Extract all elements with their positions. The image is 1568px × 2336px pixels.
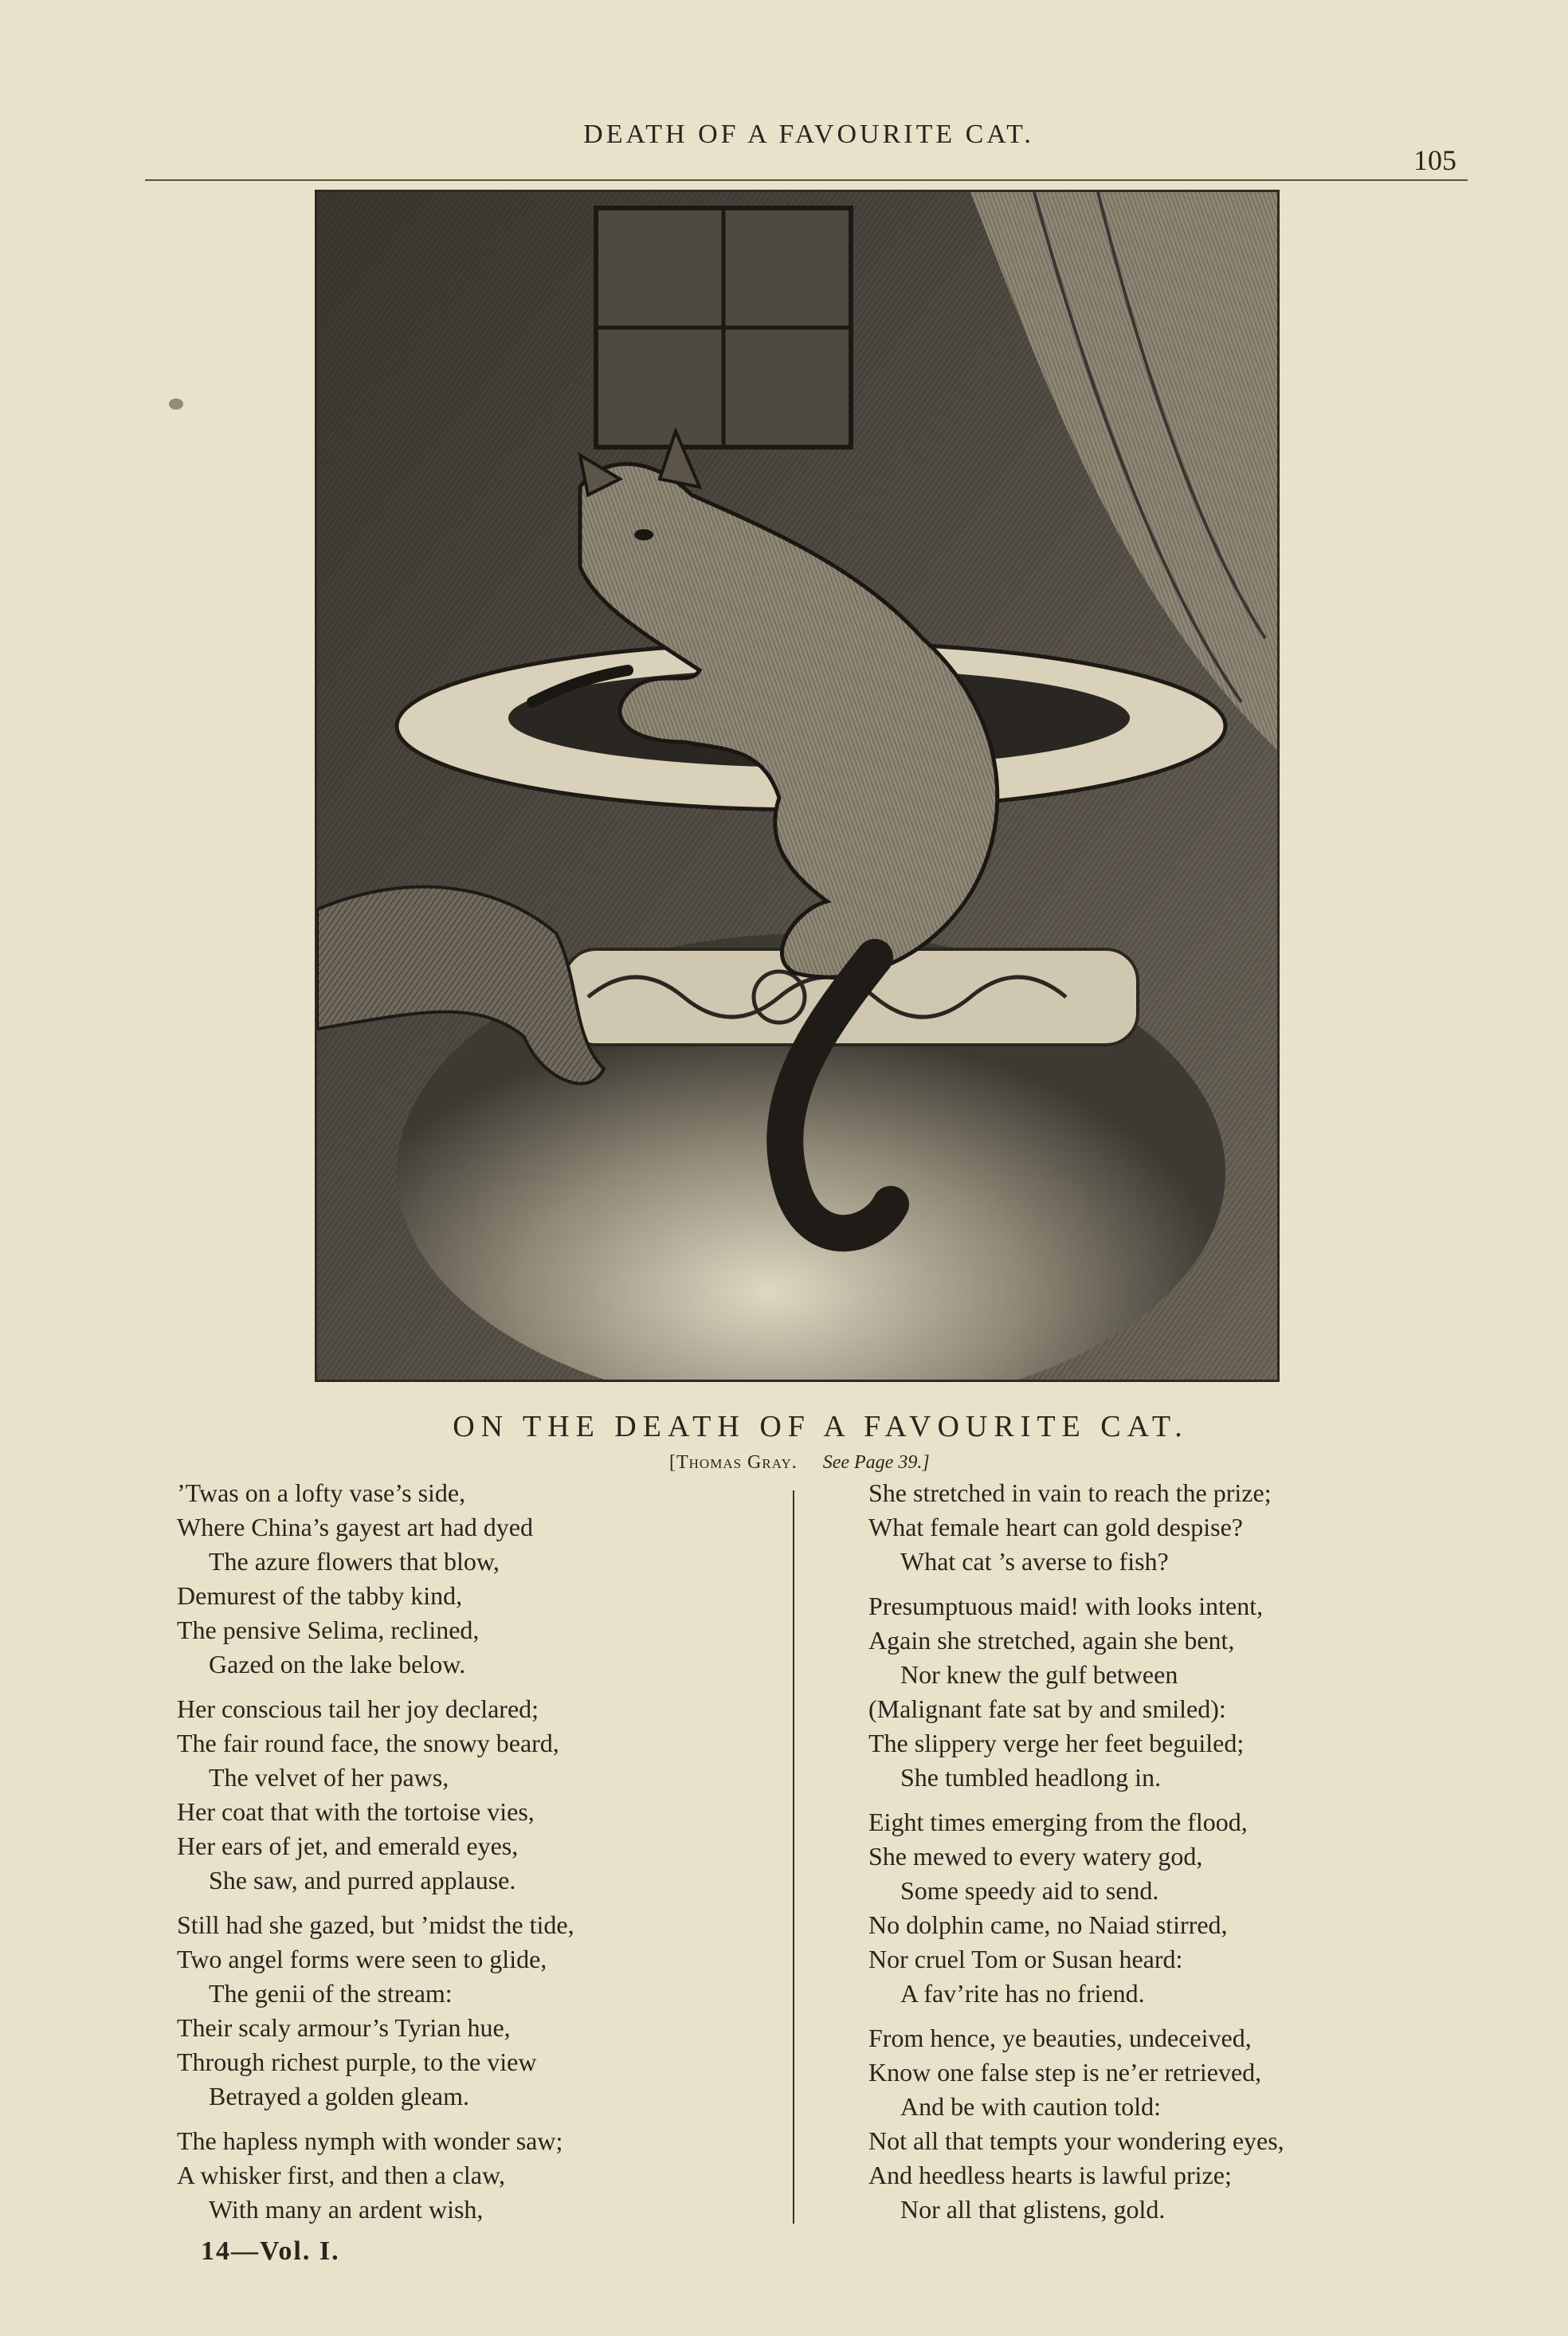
poem-line: What cat ’s averse to fish? (900, 1547, 1169, 1576)
poem-line: The velvet of her paws, (209, 1763, 449, 1792)
poem-line: Her conscious tail her joy declared; (177, 1694, 539, 1723)
poem-line: ’Twas on a lofty vase’s side, (177, 1478, 466, 1507)
poem-line: From hence, ye beauties, undeceived, (868, 2024, 1252, 2052)
poem-stanza (868, 1805, 1490, 2011)
poem-line: Still had she gazed, but ’midst the tide, (177, 1910, 574, 1939)
poem-line: Gazed on the lake below. (209, 1650, 466, 1678)
cat-eye-icon (634, 529, 653, 540)
poem-line: Nor cruel Tom or Susan heard: (868, 1945, 1183, 1973)
poem-line: Two angel forms were seen to glide, (177, 1945, 547, 1973)
poem-stanza (177, 1908, 798, 2114)
poem-line: The hapless nymph with wonder saw; (177, 2126, 563, 2155)
poem-line: Their scaly armour’s Tyrian hue, (177, 2013, 511, 2042)
signature-mark: 14—Vol. I. (201, 2236, 340, 2266)
see-page-reference: See Page 39.] (822, 1452, 930, 1473)
poem-attribution (669, 1452, 930, 1474)
poem-line: And heedless hearts is lawful prize; (868, 2161, 1232, 2189)
poem-line: The azure flowers that blow, (209, 1547, 500, 1576)
ink-smudge (169, 398, 183, 410)
poem-line: Where China’s gayest art had dyed (177, 1513, 533, 1541)
poem-stanza (868, 1476, 1490, 1579)
poem-line: No dolphin came, no Naiad stirred, (868, 1910, 1228, 1939)
poem-line: Her coat that with the tortoise vies, (177, 1797, 535, 1826)
poem-line: Eight times emerging from the flood, (868, 1808, 1248, 1836)
poem-line: She tumbled headlong in. (900, 1763, 1162, 1792)
poem-line: Her ears of jet, and emerald eyes, (177, 1832, 519, 1860)
cat-engraving-drawing (317, 192, 1277, 1380)
poem-author: [Thomas Gray. (669, 1452, 798, 1473)
page-number: 105 (1413, 144, 1456, 176)
poem-line: She stretched in vain to reach the prize; (868, 1478, 1272, 1507)
poem-line: And be with caution told: (900, 2092, 1162, 2121)
poem-line: Some speedy aid to send. (900, 1876, 1159, 1905)
poem-line: She saw, and purred applause. (209, 1866, 516, 1894)
poem-line: What female heart can gold despise? (868, 1513, 1243, 1541)
poem-line: Nor knew the gulf between (900, 1660, 1178, 1689)
cat-engraving (315, 190, 1280, 1382)
poem-line: Demurest of the tabby kind, (177, 1581, 463, 1610)
poem-stanza (177, 1476, 798, 1682)
poem-line: (Malignant fate sat by and smiled): (868, 1694, 1226, 1723)
poem-stanza (177, 2124, 798, 2227)
poem-line: The genii of the stream: (209, 1979, 453, 2008)
header-rule (145, 179, 1468, 181)
running-header: DEATH OF A FAVOURITE CAT. (583, 120, 1034, 149)
poem-line: Know one false step is ne’er retrieved, (868, 2058, 1262, 2087)
poem-column-right (868, 1476, 1490, 2237)
poem-line: The slippery verge her feet beguiled; (868, 1729, 1245, 1757)
poem-line: A whisker first, and then a claw, (177, 2161, 506, 2189)
poem-column-left (177, 1476, 798, 2237)
poem-line: Through richest purple, to the view (177, 2047, 537, 2076)
poem-line: She mewed to every watery god, (868, 1842, 1203, 1871)
poem-line: Nor all that glistens, gold. (900, 2195, 1166, 2224)
poem-stanza (177, 1692, 798, 1898)
poem-title: ON THE DEATH OF A FAVOURITE CAT. (453, 1410, 1189, 1443)
poem-line: Presumptuous maid! with looks intent, (868, 1592, 1264, 1620)
poem-line: Again she stretched, again she bent, (868, 1626, 1235, 1655)
poem-stanza (868, 1589, 1490, 1795)
column-divider (793, 1490, 794, 2224)
poem-line: Not all that tempts your wondering eyes, (868, 2126, 1284, 2155)
poem-line: The fair round face, the snowy beard, (177, 1729, 559, 1757)
poem-line: The pensive Selima, reclined, (177, 1616, 480, 1644)
poem-stanza (868, 2021, 1490, 2227)
poem-line: Betrayed a golden gleam. (209, 2082, 469, 2110)
poem-line: A fav’rite has no friend. (900, 1979, 1145, 2008)
poem-line: With many an ardent wish, (209, 2195, 484, 2224)
